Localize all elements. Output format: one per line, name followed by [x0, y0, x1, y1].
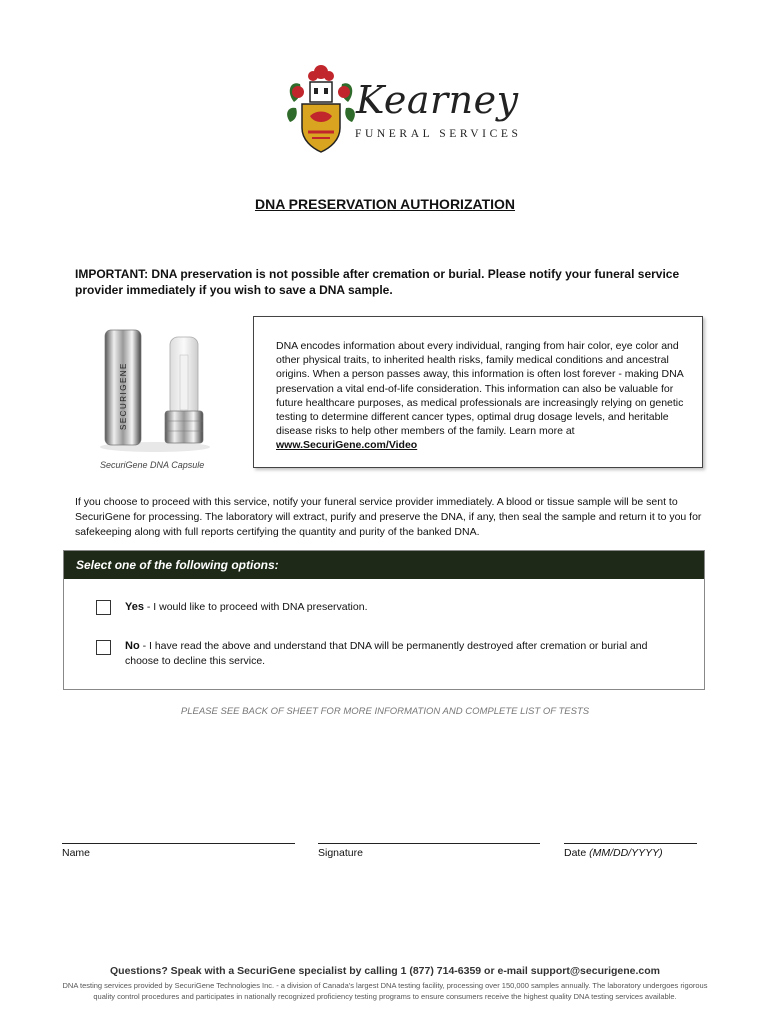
- yes-text: - I would like to proceed with DNA preservation.: [143, 601, 368, 613]
- info-text: [276, 339, 686, 453]
- no-option: [125, 639, 650, 669]
- yes-option: [125, 600, 685, 615]
- logo-wordmark: Kearney: [356, 78, 519, 122]
- product-caption: SecuriGene DNA Capsule: [100, 460, 205, 470]
- page-title: DNA PRESERVATION AUTHORIZATION: [254, 196, 516, 212]
- yes-label: Yes: [125, 601, 144, 613]
- date-label-text: Date: [564, 847, 590, 859]
- no-text: - I have read the above and understand that DNA will be permanently destroyed after cremation or burial and choose to decline this service.: [125, 640, 648, 667]
- date-label: [564, 847, 663, 859]
- date-format: (MM/DD/YYYY): [589, 847, 663, 859]
- dna-capsule-image: [95, 325, 230, 455]
- signature-label: Signature: [318, 847, 363, 859]
- yes-checkbox[interactable]: [96, 600, 111, 615]
- capsule-brand-text: SECURIGENE: [119, 362, 128, 430]
- proceed-paragraph: If you choose to proceed with this service, notify your funeral service provider immediately. A blood or tissue sample will be sent to SecuriGene for processing. The laboratory will extract, purify and preserve the DNA, if any, then seal the sample and return it to you for safekeeping along with full reports certifying the quantity and purity of the banked DNA.: [75, 496, 702, 538]
- no-checkbox[interactable]: [96, 640, 111, 655]
- logo-subtitle: FUNERAL SERVICES: [355, 128, 522, 140]
- info-box: [253, 316, 703, 468]
- name-label: Name: [62, 847, 91, 859]
- no-label: No: [125, 640, 140, 652]
- questions-line: Questions? Speak with a SecuriGene specialist by calling 1 (877) 714-6359 or e-mail support@securigene.com: [109, 965, 661, 977]
- options-panel: [63, 550, 705, 690]
- important-notice: IMPORTANT: DNA preservation is not possible after cremation or burial. Please notify your funeral service provider immediately if you wish to save a DNA sample.: [75, 267, 680, 297]
- kearney-crest-logo: [286, 62, 356, 154]
- info-body: DNA encodes information about every individual, ranging from hair color, eye color and other physical traits, to inherited health risks, family medical conditions and ancestral origins. When a person passes away, this information is often lost forever - making DNA preservation a vital end-of-life consideration. This information can also be valuable for future healthcare purposes, as medical professionals are increasingly relying on genetic testing to determine different cancer types, optimal drug dosage levels, and heritable disease risks to help other members of the family. Learn more at: [276, 340, 684, 438]
- name-line[interactable]: [62, 843, 295, 844]
- footer-disclaimer: DNA testing services provided by SecuriGene Technologies Inc. - a division of Canada's largest DNA testing facility, processing over 150,000 samples annually. The laboratory undergoes rigorous quality control procedures and participates in nationally recognized proficiency testing programs to ensure consumers receive the highest quality DNA testing services available.: [62, 981, 708, 1001]
- date-line[interactable]: [564, 843, 697, 844]
- see-back-note: PLEASE SEE BACK OF SHEET FOR MORE INFORMATION AND COMPLETE LIST OF TESTS: [180, 706, 590, 717]
- options-header: Select one of the following options:: [64, 551, 704, 579]
- video-link[interactable]: www.SecuriGene.com/Video: [276, 439, 418, 452]
- signature-line[interactable]: [318, 843, 540, 844]
